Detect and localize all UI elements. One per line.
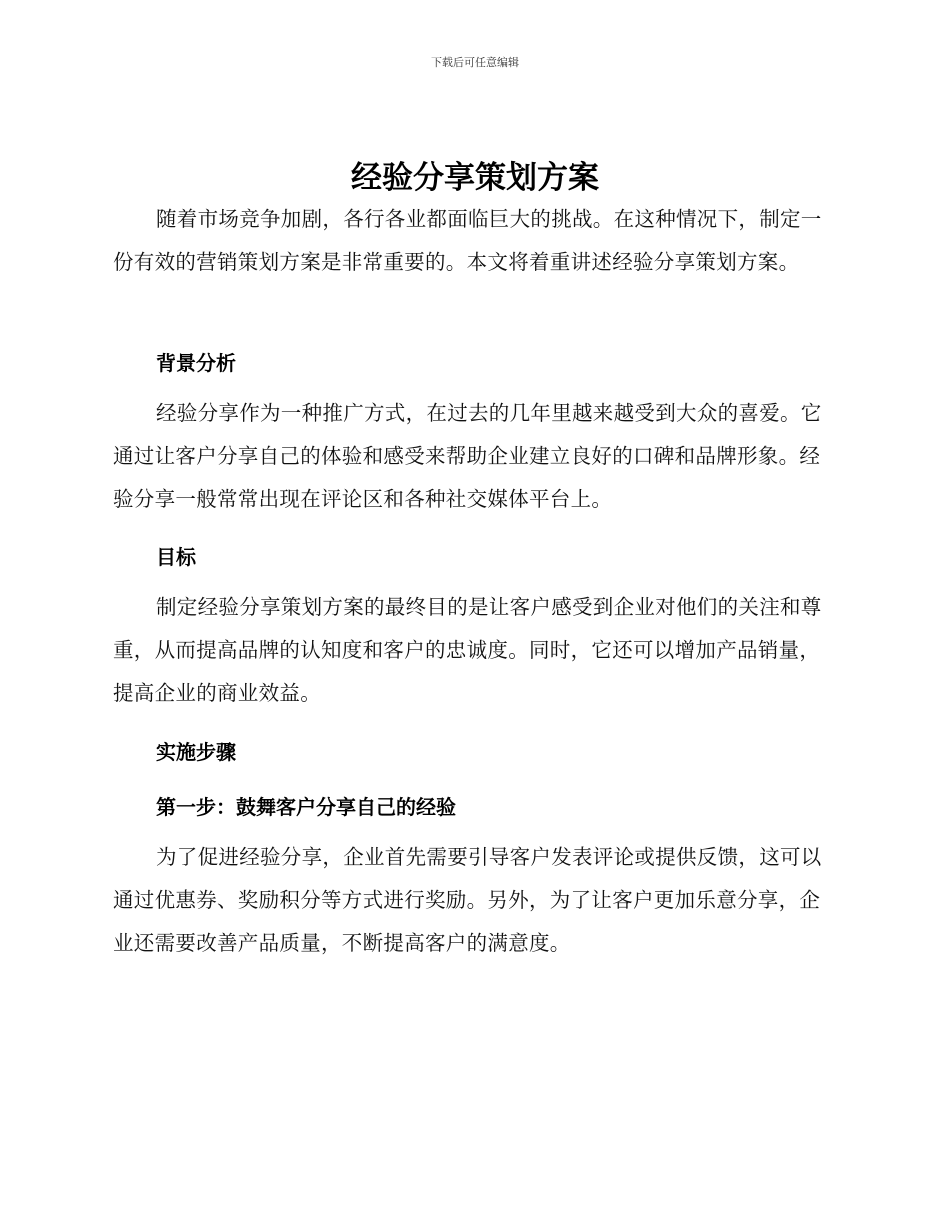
section-heading-background: 背景分析 [156,351,236,375]
section-heading-goal: 目标 [156,545,196,569]
section-paragraph-goal: 制定经验分享策划方案的最终目的是让客户感受到企业对他们的关注和尊重，从而提高品牌的认知度和客户的忠诚度。同时，它还可以增加产品销量，提高企业的商业效益。 [113,595,822,705]
header-note: 下载后可任意编辑 [431,56,519,69]
intro-paragraph: 随着市场竞争加剧，各行各业都面临巨大的挑战。在这种情况下，制定一份有效的营销策划方案是非常重要的。本文将着重讲述经验分享策划方案。 [113,207,822,274]
document-title: 经验分享策划方案 [351,160,599,196]
section-paragraph-background: 经验分享作为一种推广方式，在过去的几年里越来越受到大众的喜爱。它通过让客户分享自己的体验和感受来帮助企业建立良好的口碑和品牌形象。经验分享一般常常出现在评论区和各种社交媒体平台上。 [113,401,822,511]
section-heading-steps: 实施步骤 [156,740,236,764]
section-paragraph-step-one: 为了促进经验分享，企业首先需要引导客户发表评论或提供反馈，这可以通过优惠券、奖励积分等方式进行奖励。另外，为了让客户更加乐意分享，企业还需要改善产品质量，不断提高客户的满意度。 [113,845,822,955]
section-heading-step-one: 第一步：鼓舞客户分享自己的经验 [156,795,456,819]
